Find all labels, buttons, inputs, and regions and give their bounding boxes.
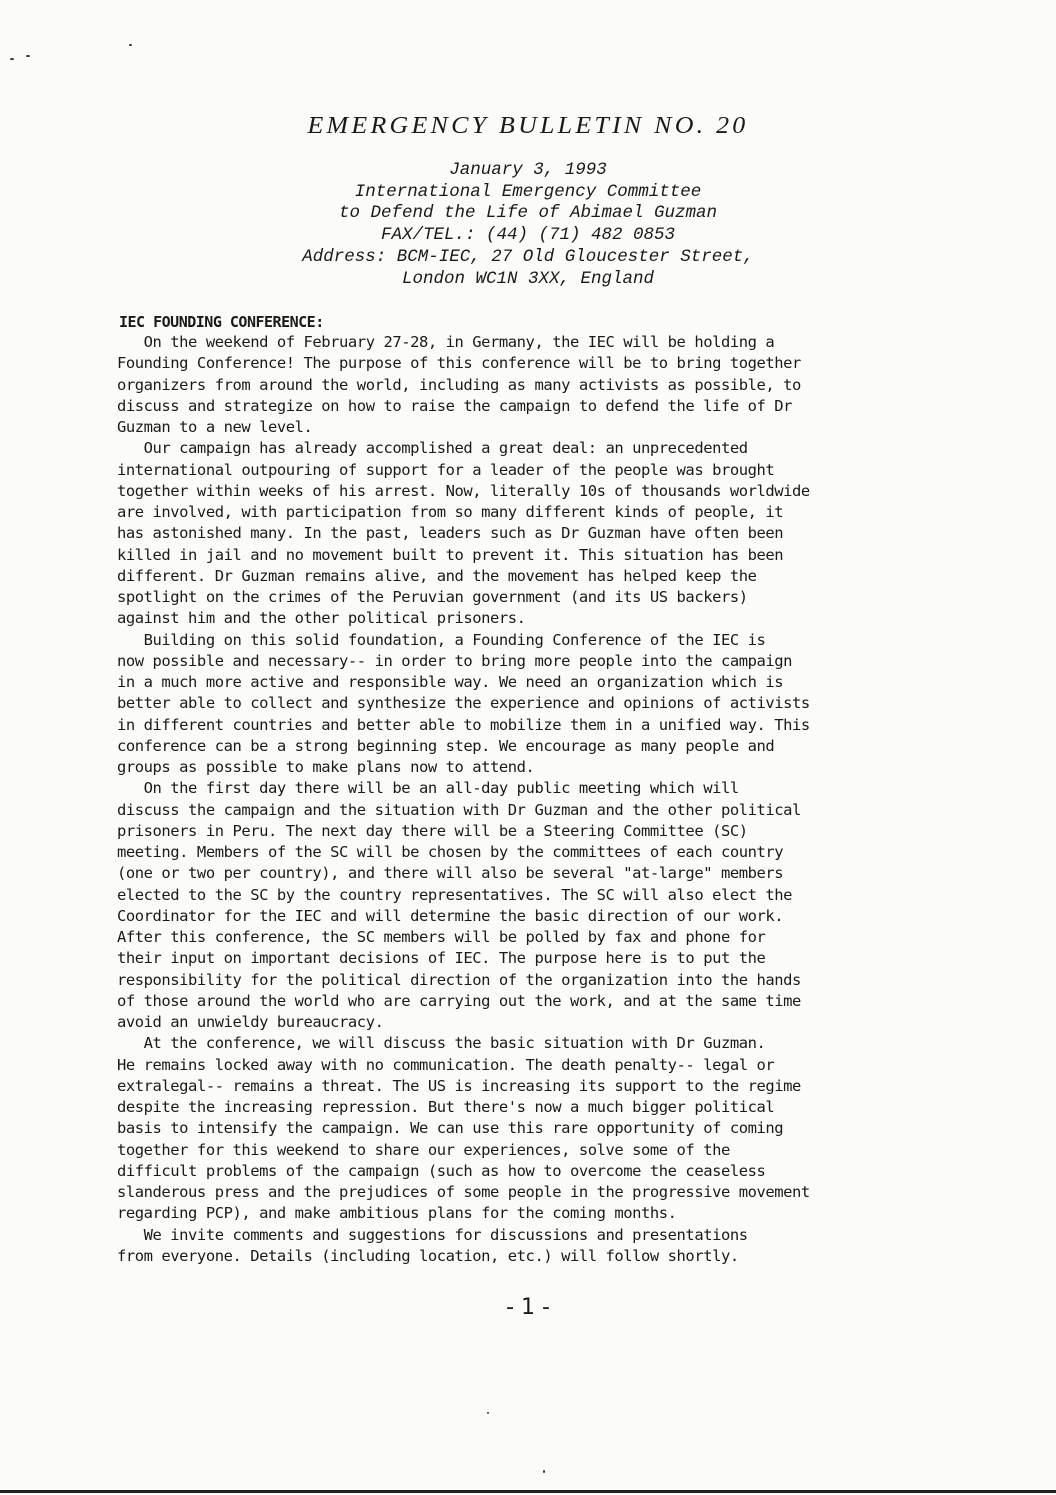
- body-line: together within weeks of his arrest. Now, literally 10s of thousands worldwide: [117, 481, 810, 500]
- body-line: difficult problems of the campaign (such as how to overcome the ceaseless: [117, 1161, 766, 1180]
- body-line: Guzman to a new level.: [117, 418, 313, 436]
- body-line: despite the increasing repression. But there's now a much bigger political: [117, 1098, 775, 1116]
- body-line: After this conference, the SC members will be polled by fax and phone for: [117, 928, 766, 946]
- body-line: Our campaign has already accomplished a great deal: an unprecedented: [117, 439, 748, 458]
- body-line: from everyone. Details (including location, etc.) will follow shortly.: [117, 1246, 739, 1265]
- body-line: organizers from around the world, including as many activists as possible, to: [117, 375, 801, 394]
- bulletin-title: EMERGENCY BULLETIN NO. 20: [307, 113, 749, 139]
- body-line: international outpouring of support for a leader of the people was brought: [117, 460, 775, 479]
- body-line: their input on important decisions of IEC. The purpose here is to put the: [117, 949, 766, 968]
- body-line: spotlight on the crimes of the Peruvian government (and its US backers): [117, 588, 748, 606]
- body-line: On the first day there will be an all-day public meeting which will: [117, 779, 739, 798]
- body-line: discuss the campaign and the situation with Dr Guzman and the other political: [117, 800, 801, 819]
- body-line: responsibility for the political direction of the organization into the hands: [117, 970, 801, 989]
- body-line: basis to intensify the campaign. We can use this rare opportunity of coming: [117, 1119, 784, 1138]
- body-line: prisoners in Peru. The next day there will be a Steering Committee (SC): [117, 821, 748, 840]
- body-line: killed in jail and no movement built to prevent it. This situation has been: [117, 545, 784, 564]
- body-line: better able to collect and synthesize the experience and opinions of activists: [117, 694, 810, 713]
- scan-speck: [10, 58, 14, 60]
- body-line: avoid an unwieldy bureaucracy.: [117, 1013, 384, 1031]
- body-line: Coordinator for the IEC and will determine the basic direction of our work.: [117, 906, 784, 925]
- scan-edge: [0, 1490, 1056, 1493]
- body-line: in a much more active and responsible way. We need an organization which is: [117, 673, 784, 691]
- body-line: He remains locked away with no communication. The death penalty-- legal or: [117, 1055, 775, 1074]
- body-line: are involved, with participation from so many different kinds of people, it: [117, 503, 784, 521]
- section-heading: IEC FOUNDING CONFERENCE:: [119, 313, 324, 331]
- scan-speck: [26, 55, 30, 57]
- body-line: now possible and necessary-- in order to bring more people into the campaign: [117, 651, 793, 670]
- organization-name: International Emergency Committee: [354, 181, 702, 202]
- bulletin-header: [0, 160, 1056, 290]
- body-line: against him and the other political prisoners.: [117, 609, 526, 628]
- organization-purpose: to Defend the Life of Abimael Guzman: [338, 203, 718, 224]
- body-line: On the weekend of February 27-28, in Germany, the IEC will be holding a: [117, 333, 775, 351]
- scan-speck: [129, 44, 132, 46]
- body-line: meeting. Members of the SC will be chosen by the committees of each country: [117, 843, 784, 861]
- body-text: [117, 332, 957, 1267]
- scan-speck: [487, 1412, 489, 1414]
- body-line: (one or two per country), and there will also be several "at-large" members: [117, 864, 784, 883]
- body-line: Founding Conference! The purpose of this conference will be to bring together: [117, 354, 801, 373]
- body-line: different. Dr Guzman remains alive, and the movement has helped keep the: [117, 566, 757, 585]
- body-line: Building on this solid foundation, a Founding Conference of the IEC is: [117, 630, 766, 649]
- body-line: groups as possible to make plans now to attend.: [117, 758, 535, 776]
- body-line: extralegal-- remains a threat. The US is increasing its support to the regime: [117, 1076, 801, 1095]
- bulletin-date: January 3, 1993: [449, 160, 607, 180]
- body-line: conference can be a strong beginning step. We encourage as many people and: [117, 736, 775, 755]
- body-line: slanderous press and the prejudices of some people in the progressive movement: [117, 1183, 810, 1201]
- body-line: together for this weekend to share our experiences, solve some of the: [117, 1140, 730, 1159]
- body-line: elected to the SC by the country representatives. The SC will also elect the: [117, 885, 793, 904]
- scan-speck: [543, 1470, 545, 1473]
- address-line-2: London WC1N 3XX, England: [401, 268, 655, 289]
- body-line: We invite comments and suggestions for discussions and presentations: [117, 1225, 748, 1244]
- body-line: discuss and strategize on how to raise the campaign to defend the life of Dr: [117, 396, 793, 415]
- fax-tel: FAX/TEL.: (44) (71) 482 0853: [380, 225, 676, 246]
- body-line: regarding PCP), and make ambitious plans for the coming months.: [117, 1204, 677, 1223]
- page-number: - 1 -: [506, 1295, 550, 1320]
- address-line-1: Address: BCM-IEC, 27 Old Gloucester Street,: [302, 246, 754, 267]
- body-line: in different countries and better able to mobilize them in a unified way. This: [117, 715, 810, 734]
- body-line: At the conference, we will discuss the basic situation with Dr Guzman.: [117, 1034, 766, 1053]
- body-line: of those around the world who are carrying out the work, and at the same time: [117, 991, 801, 1010]
- body-line: has astonished many. In the past, leaders such as Dr Guzman have often been: [117, 524, 784, 543]
